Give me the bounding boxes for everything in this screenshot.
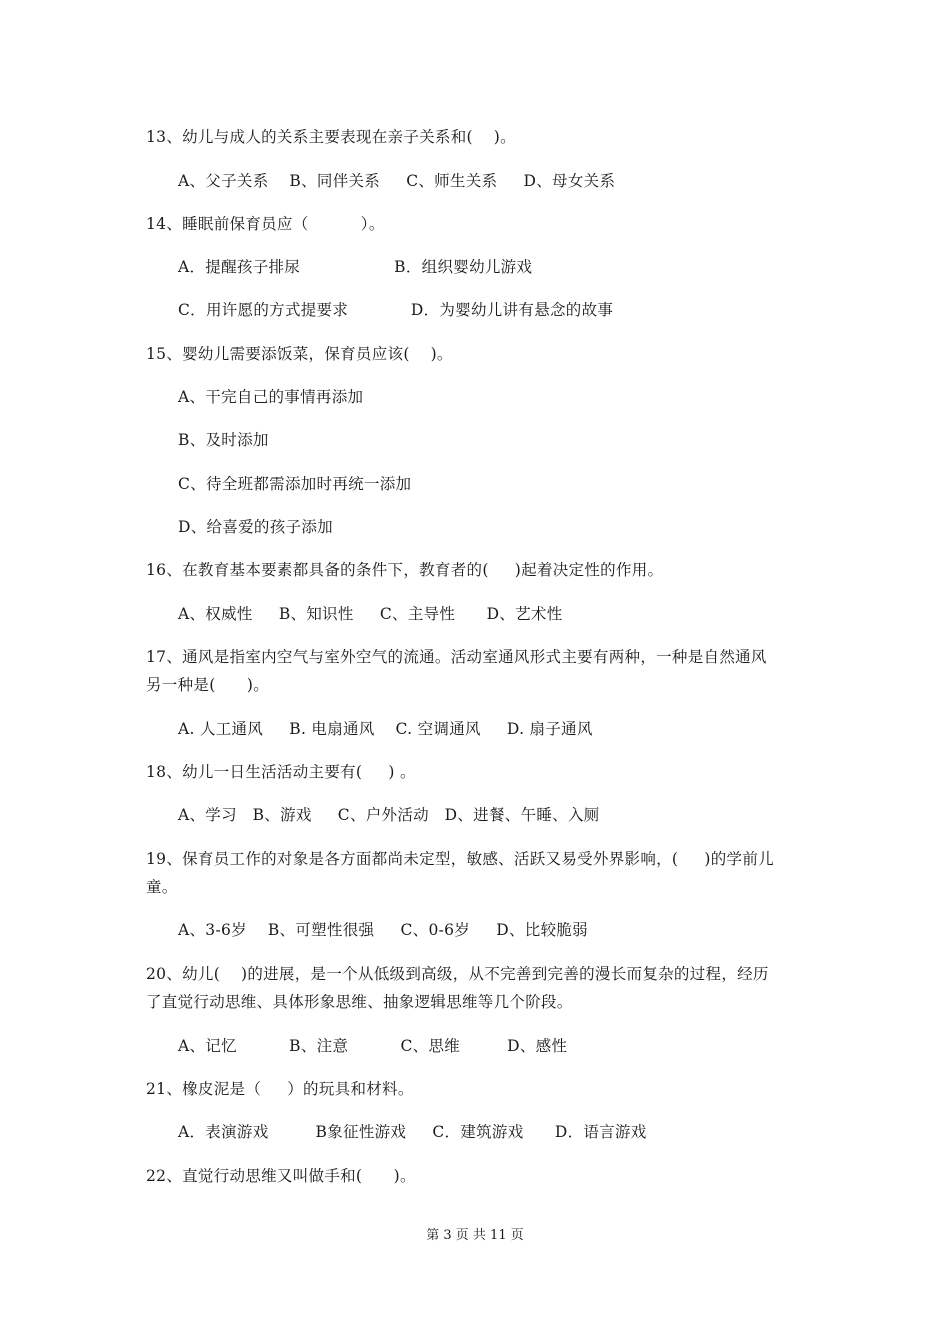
question-15-option-c: C、待全班都需添加时再统一添加 [178,475,412,493]
question-15-option-b: B、及时添加 [178,431,269,449]
question-15-option-d: D、给喜爱的孩子添加 [178,518,333,536]
question-22-stem: 22、直觉行动思维又叫做手和( )。 [146,1167,416,1185]
question-17-stem-line-1: 17、通风是指室内空气与室外空气的流通。活动室通风形式主要有两种，一种是自然通风 [146,648,767,666]
question-19-stem-line-1: 19、保育员工作的对象是各方面都尚未定型，敏感、活跃又易受外界影响，( )的学前儿 [146,850,774,868]
question-19-stem-line-2: 童。 [146,878,178,896]
question-18-stem: 18、幼儿一日生活活动主要有( ) 。 [146,763,416,781]
question-13-options: A、父子关系 B、同伴关系 C、师生关系 D、母女关系 [178,172,616,190]
question-16-stem: 16、在教育基本要素都具备的条件下，教育者的( )起着决定性的作用。 [146,561,664,579]
question-17-options: A. 人工通风 B. 电扇通风 C. 空调通风 D. 扇子通风 [178,720,593,738]
question-13-stem: 13、幼儿与成人的关系主要表现在亲子关系和( )。 [146,128,516,146]
question-15-option-a: A、干完自己的事情再添加 [178,388,364,406]
question-18-options: A、学习 B、游戏 C、户外活动 D、进餐、午睡、入厕 [178,806,600,824]
page-number-footer: 第 3 页 共 11 页 [426,1228,524,1243]
question-15-stem: 15、婴幼儿需要添饭菜，保育员应该( )。 [146,345,453,363]
question-21-options: A．表演游戏 B象征性游戏 C．建筑游戏 D．语言游戏 [178,1123,647,1141]
question-17-stem-line-2: 另一种是( )。 [146,676,270,694]
question-21-stem: 21、橡皮泥是（ ）的玩具和材料。 [146,1080,414,1098]
question-20-stem-line-1: 20、幼儿( )的进展，是一个从低级到高级，从不完善到完善的漫长而复杂的过程，经历 [146,965,769,983]
question-14-options-ab: A．提醒孩子排尿 B．组织婴幼儿游戏 [178,258,533,276]
question-14-options-cd: C．用许愿的方式提要求 D．为婴幼儿讲有悬念的故事 [178,301,614,319]
question-20-stem-line-2: 了直觉行动思维、具体形象思维、抽象逻辑思维等几个阶段。 [146,993,573,1011]
question-16-options: A、权威性 B、知识性 C、主导性 D、艺术性 [178,605,563,623]
question-19-options: A、3-6岁 B、可塑性很强 C、0-6岁 D、比较脆弱 [178,921,588,939]
question-14-stem: 14、睡眠前保育员应（ ）。 [146,215,385,233]
question-20-options: A、记忆 B、注意 C、思维 D、感性 [178,1037,568,1055]
